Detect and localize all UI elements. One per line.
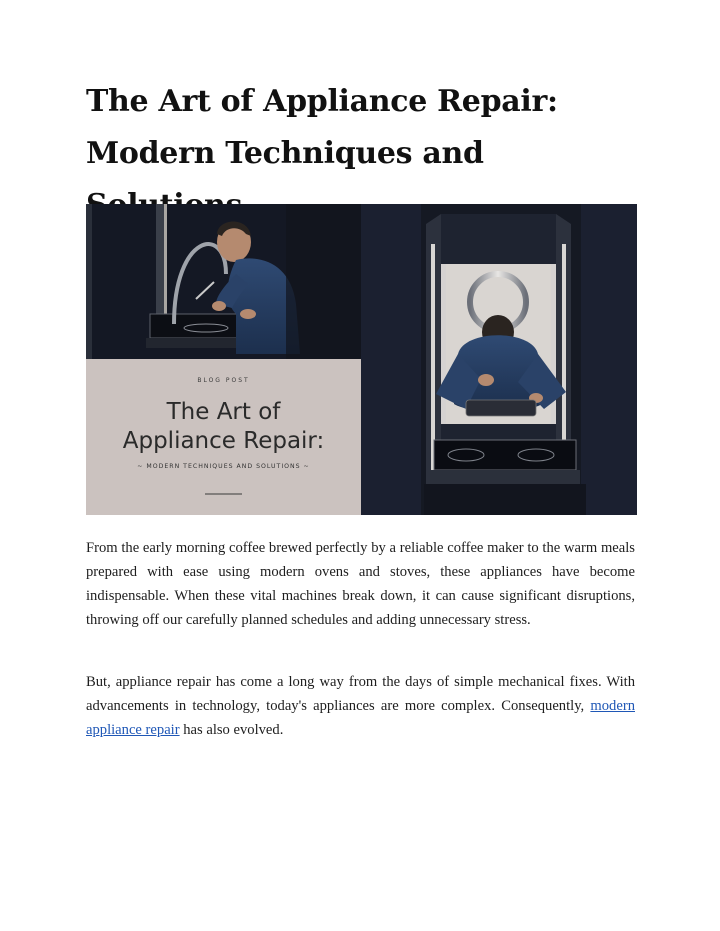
paragraph-1: From the early morning coffee brewed perfectly by a reliable coffee maker to the warm meals prepared with ease using modern ovens and stoves, these appliances have become indispensable. When these vital machines break down, it can cause significant disruptions, throwing off our carefully planned schedules and adding unnecessary stress. bbox=[86, 540, 635, 628]
paragraph-2-text-start: But, appliance repair has come a long way from the days of simple mechanical fixes. With advancements in technology, today's appliances are more complex. Consequently, bbox=[86, 674, 635, 714]
title-line-1: The Art of Appliance Repair: bbox=[86, 84, 558, 119]
modern-appliance-repair-link[interactable]: modern appliance repair bbox=[86, 698, 635, 738]
card-eyebrow: BLOG POST bbox=[197, 377, 250, 384]
left-photo-panel bbox=[86, 204, 361, 359]
paragraph-2-text-end: has also evolved. bbox=[179, 722, 284, 738]
title-line-2: Modern Techniques and bbox=[86, 136, 484, 171]
blog-title-card bbox=[86, 359, 361, 515]
paragraph-2 bbox=[86, 670, 635, 742]
hero-image bbox=[86, 204, 637, 515]
card-subtitle: ~ MODERN TECHNIQUES AND SOLUTIONS ~ bbox=[137, 463, 310, 470]
card-title-line-2: Appliance Repair: bbox=[122, 428, 325, 454]
card-title-line-1: The Art of bbox=[166, 399, 281, 425]
right-photo-panel bbox=[361, 204, 637, 515]
